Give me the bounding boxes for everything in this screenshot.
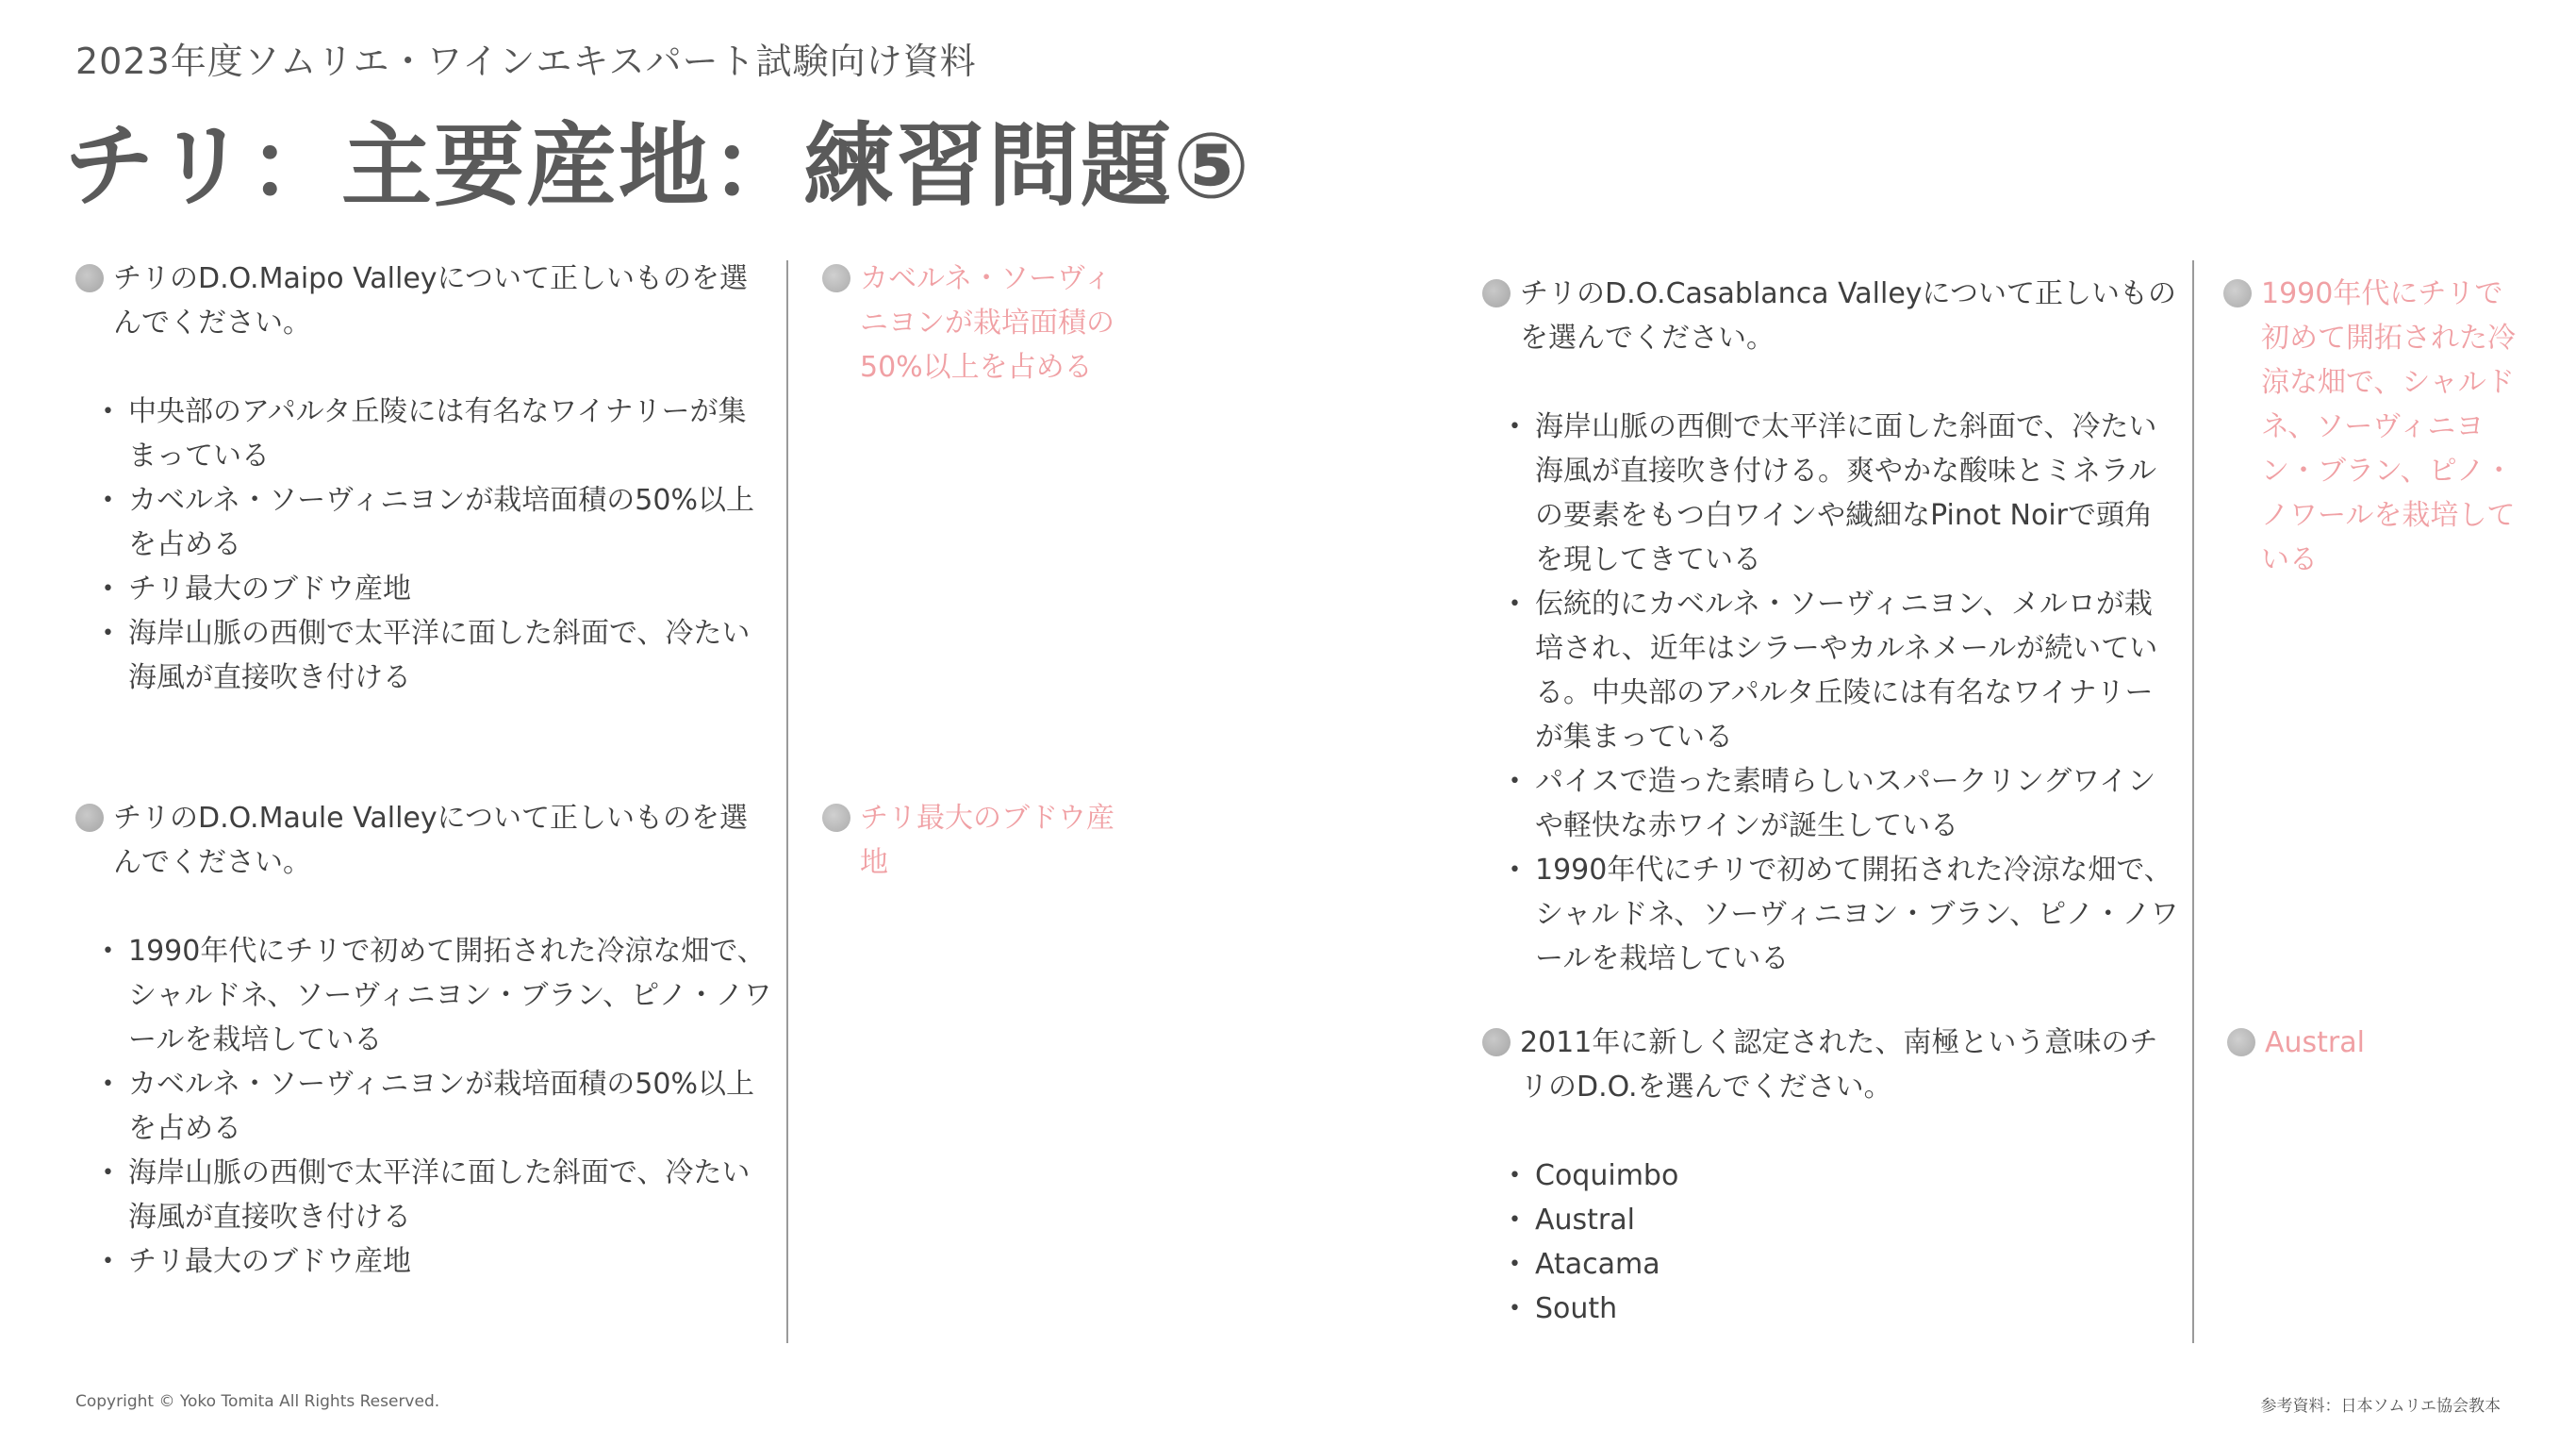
option-item: • 1990年代にチリで初めて開拓された冷涼な畑で、シャルドネ、ソーヴィニヨン・ブラン、ピノ・ノワールを栽培している	[102, 929, 773, 1062]
page-title: チリ：主要産地：練習問題⑤	[64, 113, 1252, 219]
divider-right	[2192, 260, 2194, 1343]
option-item: • チリ最大のブドウ産地	[102, 1239, 773, 1284]
question-block-1	[75, 257, 773, 700]
question-3	[1482, 272, 2180, 360]
option-item: • カベルネ・ソーヴィニヨンが栽培面積の50%以上を占める	[102, 478, 773, 567]
option-item: • カベルネ・ソーヴィニヨンが栽培面積の50%以上を占める	[102, 1062, 773, 1151]
page-subtitle: 2023年度ソムリエ・ワインエキスパート試験向け資料	[75, 41, 977, 82]
answer-1	[822, 257, 1115, 390]
answer-text: チリ最大のブドウ産地	[860, 802, 1115, 879]
question-1	[75, 257, 773, 345]
option-item: • パイスで造った素晴らしいスパークリングワインや軽快な赤ワインが誕生している	[1509, 759, 2180, 848]
options-list	[75, 929, 773, 1284]
bullet-circle-icon	[1482, 279, 1511, 307]
answer-4	[2227, 1021, 2510, 1065]
question-text: チリのD.O.Maule Valleyについて正しいものを選んでください。	[113, 802, 749, 879]
bullet-circle-icon	[1482, 1028, 1511, 1056]
question-block-4	[1482, 1021, 2180, 1331]
question-block-2	[75, 796, 773, 1284]
question-text: チリのD.O.Casablanca Valleyについて正しいものを選んでください。	[1520, 277, 2176, 355]
option-item: • Atacama	[1509, 1242, 2180, 1287]
options-list	[1482, 405, 2180, 981]
option-item: • 海岸山脈の西側で太平洋に面した斜面で、冷たい海風が直接吹き付ける。爽やかな酸味とミネラルの要素をもつ白ワインや繊細なPinot Noirで頭角を現してきている	[1509, 405, 2180, 582]
option-item: • 中央部のアパルタ丘陵には有名なワイナリーが集まっている	[102, 390, 773, 478]
option-item: • 海岸山脈の西側で太平洋に面した斜面で、冷たい海風が直接吹き付ける	[102, 611, 773, 700]
answer-2	[822, 796, 1115, 885]
bullet-circle-icon	[822, 804, 850, 832]
option-item: • Austral	[1509, 1198, 2180, 1242]
option-item: • 1990年代にチリで初めて開拓された冷涼な畑で、シャルドネ、ソーヴィニヨン・ブラン、ピノ・ノワールを栽培している	[1509, 848, 2180, 981]
answer-3	[2223, 272, 2516, 582]
question-block-3	[1482, 272, 2180, 981]
bullet-circle-icon	[822, 264, 850, 292]
option-item: • South	[1509, 1287, 2180, 1331]
option-item: • Coquimbo	[1509, 1154, 2180, 1198]
answer-text: カベルネ・ソーヴィニヨンが栽培面積の50%以上を占める	[860, 262, 1115, 384]
bullet-circle-icon	[75, 804, 104, 832]
options-list	[1482, 1154, 2180, 1331]
bullet-circle-icon	[2223, 279, 2252, 307]
reference-note: 参考資料：日本ソムリエ協会教本	[2260, 1397, 2501, 1416]
answer-text: 1990年代にチリで初めて開拓された冷涼な畑で、シャルドネ、ソーヴィニヨン・ブラン、ピノ・ノワールを栽培している	[2261, 277, 2516, 576]
question-text: 2011年に新しく認定された、南極という意味のチリのD.O.を選んでください。	[1520, 1026, 2158, 1104]
bullet-circle-icon	[2227, 1028, 2255, 1056]
bullet-circle-icon	[75, 264, 104, 292]
option-item: • 伝統的にカベルネ・ソーヴィニヨン、メルロが栽培され、近年はシラーやカルネメールが続いている。中央部のアパルタ丘陵には有名なワイナリーが集まっている	[1509, 582, 2180, 759]
copyright: Copyright © Yoko Tomita All Rights Reserved.	[75, 1392, 440, 1411]
options-list	[75, 390, 773, 700]
question-2	[75, 796, 773, 885]
option-item: • チリ最大のブドウ産地	[102, 567, 773, 611]
option-item: • 海岸山脈の西側で太平洋に面した斜面で、冷たい海風が直接吹き付ける	[102, 1151, 773, 1239]
question-4	[1482, 1021, 2180, 1109]
divider-left	[786, 260, 788, 1343]
question-text: チリのD.O.Maipo Valleyについて正しいものを選んでください。	[113, 262, 748, 340]
answer-text: Austral	[2265, 1026, 2365, 1059]
